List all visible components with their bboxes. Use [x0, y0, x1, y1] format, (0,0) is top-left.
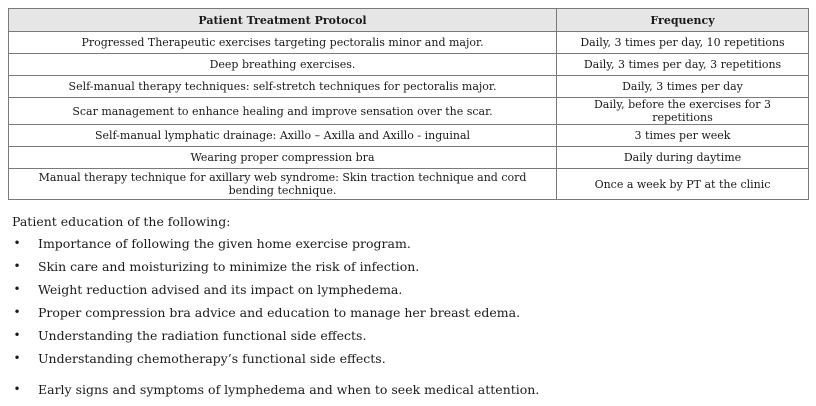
table-row	[9, 147, 809, 169]
frequency-cell: Daily during daytime	[557, 147, 809, 169]
table-row	[9, 98, 809, 125]
education-heading: Patient education of the following:	[12, 214, 231, 229]
list-item-text: Weight reduction advised and its impact on lymphedema.	[38, 282, 403, 297]
bullet-icon: •	[13, 328, 21, 342]
list-item-text: Proper compression bra advice and education to manage her breast edema.	[38, 305, 521, 320]
protocol-cell: Wearing proper compression bra	[9, 147, 557, 169]
list-item	[12, 378, 808, 401]
list-item	[12, 255, 808, 278]
table-row	[9, 125, 809, 147]
protocol-cell: Progressed Therapeutic exercises targeting pectoralis minor and major.	[9, 32, 557, 54]
protocol-cell: Self-manual lymphatic drainage: Axillo – Axilla and Axillo - inguinal	[9, 125, 557, 147]
table-row	[9, 54, 809, 76]
list-item-text: Understanding chemotherapy’s functional side effects.	[38, 351, 386, 366]
list-item	[12, 278, 808, 301]
bullet-icon: •	[13, 282, 21, 296]
list-item-text: Skin care and moisturizing to minimize the risk of infection.	[38, 259, 420, 274]
patient-education-section	[12, 212, 808, 401]
list-item-text: Understanding the radiation functional side effects.	[38, 328, 367, 343]
bullet-icon: •	[13, 382, 21, 396]
treatment-protocol-table	[8, 8, 809, 200]
list-item	[12, 324, 808, 347]
list-item-text: Importance of following the given home exercise program.	[38, 236, 411, 251]
table-row	[9, 169, 809, 200]
column-header-protocol: Patient Treatment Protocol	[9, 9, 557, 32]
protocol-cell: Deep breathing exercises.	[9, 54, 557, 76]
list-item	[12, 347, 808, 370]
list-item	[12, 301, 808, 324]
frequency-cell: Daily, before the exercises for 3 repetitions	[557, 98, 809, 125]
bullet-icon: •	[13, 351, 21, 365]
list-item	[12, 232, 808, 255]
table-row	[9, 32, 809, 54]
bullet-icon: •	[13, 305, 21, 319]
protocol-cell: Scar management to enhance healing and improve sensation over the scar.	[9, 98, 557, 125]
table-header-row	[9, 9, 809, 32]
list-item-text: Early signs and symptoms of lymphedema and when to seek medical attention.	[38, 382, 540, 397]
frequency-cell: Daily, 3 times per day, 3 repetitions	[557, 54, 809, 76]
education-list	[12, 232, 808, 401]
bullet-icon: •	[13, 236, 21, 250]
column-header-frequency: Frequency	[557, 9, 809, 32]
protocol-cell: Manual therapy technique for axillary web syndrome: Skin traction technique and cord bending technique.	[9, 169, 557, 200]
frequency-cell: Daily, 3 times per day	[557, 76, 809, 98]
frequency-cell: Daily, 3 times per day, 10 repetitions	[557, 32, 809, 54]
frequency-cell: Once a week by PT at the clinic	[557, 169, 809, 200]
frequency-cell: 3 times per week	[557, 125, 809, 147]
bullet-icon: •	[13, 259, 21, 273]
protocol-cell: Self-manual therapy techniques: self-stretch techniques for pectoralis major.	[9, 76, 557, 98]
table-row	[9, 76, 809, 98]
